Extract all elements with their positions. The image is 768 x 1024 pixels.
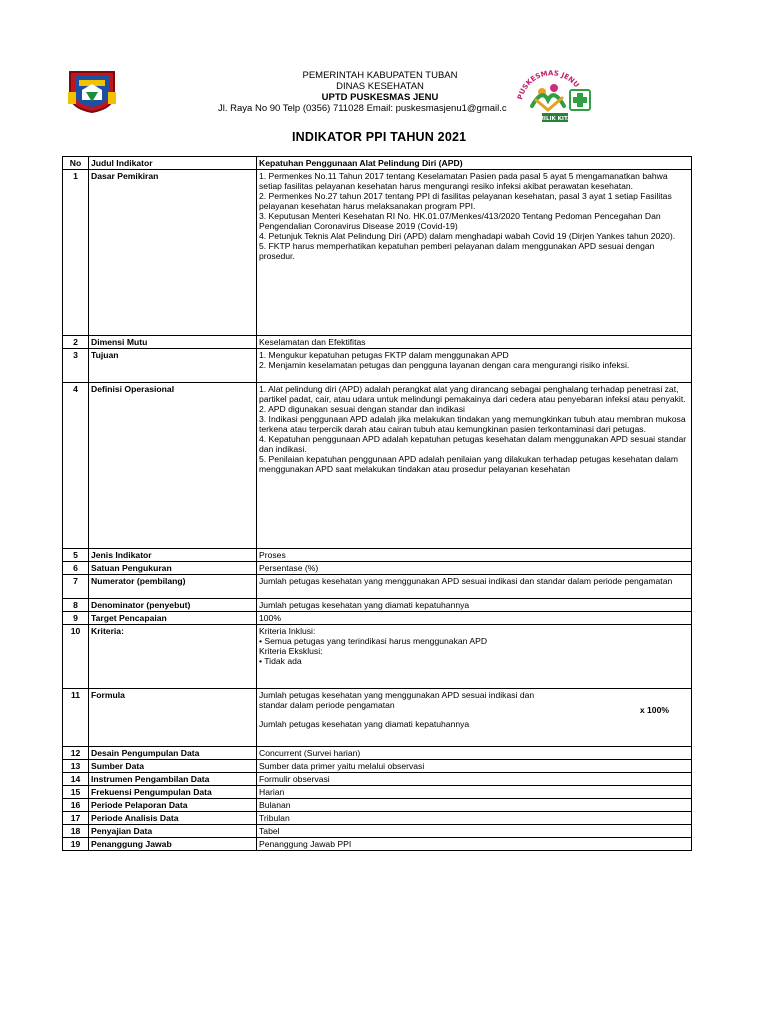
row-value: Sumber data primer yaitu melalui observasi <box>257 760 692 773</box>
row-number: 3 <box>63 349 89 383</box>
row-number: 7 <box>63 575 89 599</box>
content-line: Jumlah petugas kesehatan yang diamati kepatuhannya <box>259 600 470 610</box>
row-number: 4 <box>63 383 89 549</box>
row-label: Sumber Data <box>89 760 257 773</box>
row-label: Penyajian Data <box>89 825 257 838</box>
table-row <box>63 825 692 838</box>
table-row <box>63 625 692 689</box>
indicator-table <box>62 156 692 851</box>
table-row <box>63 170 692 336</box>
row-number: 17 <box>63 812 89 825</box>
logo-tagline: MILIK KITA <box>538 116 572 122</box>
row-content <box>257 562 692 575</box>
row-content <box>257 383 692 549</box>
puskesmas-jenu-logo-icon <box>514 66 596 128</box>
content-line: 100% <box>259 613 281 623</box>
table-row <box>63 549 692 562</box>
content-line: 5. Penilaian kepatuhan penggunaan APD adalah penilaian yang dilakukan terhadap petugas kesehatan dalam menggunakan APD saat melakukan tindakan atau prosedur pelayanan kesehatan <box>259 454 679 474</box>
content-line: 3. Indikasi penggunaan APD adalah jika melakukan tindakan yang memungkinkan tubuh atau membran mukosa terkena atau terpercik darah atau cairan tubuh atau kemungkinan pasien terkontaminasi dari petugas. <box>259 414 686 434</box>
table-row <box>63 786 692 799</box>
row-value: Harian <box>257 786 692 799</box>
header-judul: Judul Indikator <box>89 157 257 170</box>
content-line: Persentase (%) <box>259 563 319 573</box>
content-line: 2. APD digunakan sesuai dengan standar dan indikasi <box>259 404 465 414</box>
row-label: Desain Pengumpulan Data <box>89 747 257 760</box>
content-line: 5. FKTP harus memperhatikan kepatuhan pemberi pelayanan dalam menggunakan APD sesuai dengan prosedur. <box>259 241 655 261</box>
row-content <box>257 612 692 625</box>
row-value: Formulir observasi <box>257 773 692 786</box>
row-number: 2 <box>63 336 89 349</box>
row-content <box>257 625 692 689</box>
content-line: • Tidak ada <box>259 656 302 666</box>
table-row <box>63 575 692 599</box>
institution-address: Jl. Raya No 90 Telp (0356) 711028 Email: puskesmasjenu1@gmail.c <box>218 103 507 114</box>
row-label: Denominator (penyebut) <box>89 599 257 612</box>
row-number: 19 <box>63 838 89 851</box>
table-row-formula <box>63 689 692 747</box>
row-label: Dimensi Mutu <box>89 336 257 349</box>
table-row <box>63 773 692 786</box>
table-row <box>63 812 692 825</box>
row-number: 1 <box>63 170 89 336</box>
institution-name: UPTD PUSKESMAS JENU <box>321 92 439 103</box>
content-line: 4. Petunjuk Teknis Alat Pelindung Diri (APD) dalam menghadapi wabah Covid 19 (Dirjen Yankes tahun 2020). <box>259 231 676 241</box>
row-number: 8 <box>63 599 89 612</box>
row-label: Definisi Operasional <box>89 383 257 549</box>
tuban-regency-emblem-icon <box>66 68 118 114</box>
formula-divider-space <box>259 710 689 719</box>
table-header-row <box>63 157 692 170</box>
row-label: Periode Pelaporan Data <box>89 799 257 812</box>
row-label: Frekuensi Pengumpulan Data <box>89 786 257 799</box>
row-content <box>257 349 692 383</box>
row-content <box>257 170 692 336</box>
table-row <box>63 760 692 773</box>
row-label: Satuan Pengukuran <box>89 562 257 575</box>
row-label: Kriteria: <box>89 625 257 689</box>
row-number: 15 <box>63 786 89 799</box>
formula-multiplier: x 100% <box>639 705 669 715</box>
row-label: Tujuan <box>89 349 257 383</box>
content-line: Kriteria Eksklusi: <box>259 646 323 656</box>
table-row <box>63 838 692 851</box>
row-content <box>257 336 692 349</box>
government-name: PEMERINTAH KABUPATEN TUBAN <box>302 70 458 81</box>
row-number: 9 <box>63 612 89 625</box>
row-value: Concurrent (Survei harian) <box>257 747 692 760</box>
formula-numerator-line2: standar dalam periode pengamatan <box>259 700 395 710</box>
table-row <box>63 336 692 349</box>
row-value: Bulanan <box>257 799 692 812</box>
content-line: 1. Mengukur kepatuhan petugas FKTP dalam menggunakan APD <box>259 350 509 360</box>
document-title: INDIKATOR PPI TAHUN 2021 <box>292 130 467 144</box>
row-label: Dasar Pemikiran <box>89 170 257 336</box>
row-number: 18 <box>63 825 89 838</box>
formula-denominator: Jumlah petugas kesehatan yang diamati kepatuhannya <box>259 719 470 729</box>
row-label: Formula <box>89 689 257 747</box>
content-line: Keselamatan dan Efektifitas <box>259 337 366 347</box>
header-indicator-title: Kepatuhan Penggunaan Alat Pelindung Diri (APD) <box>257 157 692 170</box>
row-label: Target Pencapaian <box>89 612 257 625</box>
row-label: Jenis Indikator <box>89 549 257 562</box>
row-number: 12 <box>63 747 89 760</box>
row-number: 5 <box>63 549 89 562</box>
row-number: 6 <box>63 562 89 575</box>
letterhead <box>0 0 768 130</box>
row-value: Penanggung Jawab PPI <box>257 838 692 851</box>
row-label: Periode Analisis Data <box>89 812 257 825</box>
row-number: 10 <box>63 625 89 689</box>
content-line: 1. Alat pelindung diri (APD) adalah perangkat alat yang dirancang sebagai penghalang terhadap penetrasi zat, partikel padat, cair, atau udara untuk melindungi pemakainya dari cedera atau penyebaran infeksi atau penyakit. <box>259 384 686 404</box>
table-row <box>63 562 692 575</box>
content-line: Jumlah petugas kesehatan yang menggunakan APD sesuai indikasi dan standar dalam periode pengamatan <box>259 576 673 586</box>
logo-arc-text: PUSKESMAS JENU <box>516 69 581 101</box>
content-line: • Semua petugas yang terindikasi harus menggunakan APD <box>259 636 488 646</box>
table-row <box>63 799 692 812</box>
row-content <box>257 599 692 612</box>
row-label: Numerator (pembilang) <box>89 575 257 599</box>
row-number: 16 <box>63 799 89 812</box>
row-content <box>257 575 692 599</box>
table-row <box>63 599 692 612</box>
header-no: No <box>63 157 89 170</box>
content-line: 1. Permenkes No.11 Tahun 2017 tentang Keselamatan Pasien pada pasal 5 ayat 5 mengamanatkan bahwa setiap fasilitas pelayanan kesehatan harus mengurangi resiko infeksi akibat perawatan kesehatan. <box>259 171 668 191</box>
content-line: Proses <box>259 550 286 560</box>
department-name: DINAS KESEHATAN <box>336 81 424 92</box>
row-number: 13 <box>63 760 89 773</box>
content-line: 4. Kepatuhan penggunaan APD adalah kepatuhan petugas kesehatan dalam menggunakan APD sesuai standar dan indikasi. <box>259 434 687 454</box>
row-number: 11 <box>63 689 89 747</box>
formula-content <box>257 689 692 747</box>
table-row <box>63 383 692 549</box>
content-line: 3. Keputusan Menteri Kesehatan RI No. HK.01.07/Menkes/413/2020 Tentang Pedoman Pencegahan Dan Pengendalian Coronavirus Disease 2019 (Covid-19) <box>259 211 661 231</box>
row-content <box>257 549 692 562</box>
row-label: Instrumen Pengambilan Data <box>89 773 257 786</box>
content-line: 2. Menjamin keselamatan petugas dan pengguna layanan dengan cara mengurangi risiko infeksi. <box>259 360 630 370</box>
table-row <box>63 747 692 760</box>
row-number: 14 <box>63 773 89 786</box>
row-value: Tabel <box>257 825 692 838</box>
formula-numerator-line1: Jumlah petugas kesehatan yang menggunakan APD sesuai indikasi dan <box>259 690 535 700</box>
content-line: Kriteria Inklusi: <box>259 626 316 636</box>
table-row <box>63 349 692 383</box>
content-line: 2. Permenkes No.27 tahun 2017 tentang PPI di fasilitas pelayanan kesehatan, pasal 3 ayat 1 setiap Fasilitas pelayanan kesehatan harus melaksanakan program PPI. <box>259 191 672 211</box>
row-label: Penanggung Jawab <box>89 838 257 851</box>
table-row <box>63 612 692 625</box>
row-value: Tribulan <box>257 812 692 825</box>
